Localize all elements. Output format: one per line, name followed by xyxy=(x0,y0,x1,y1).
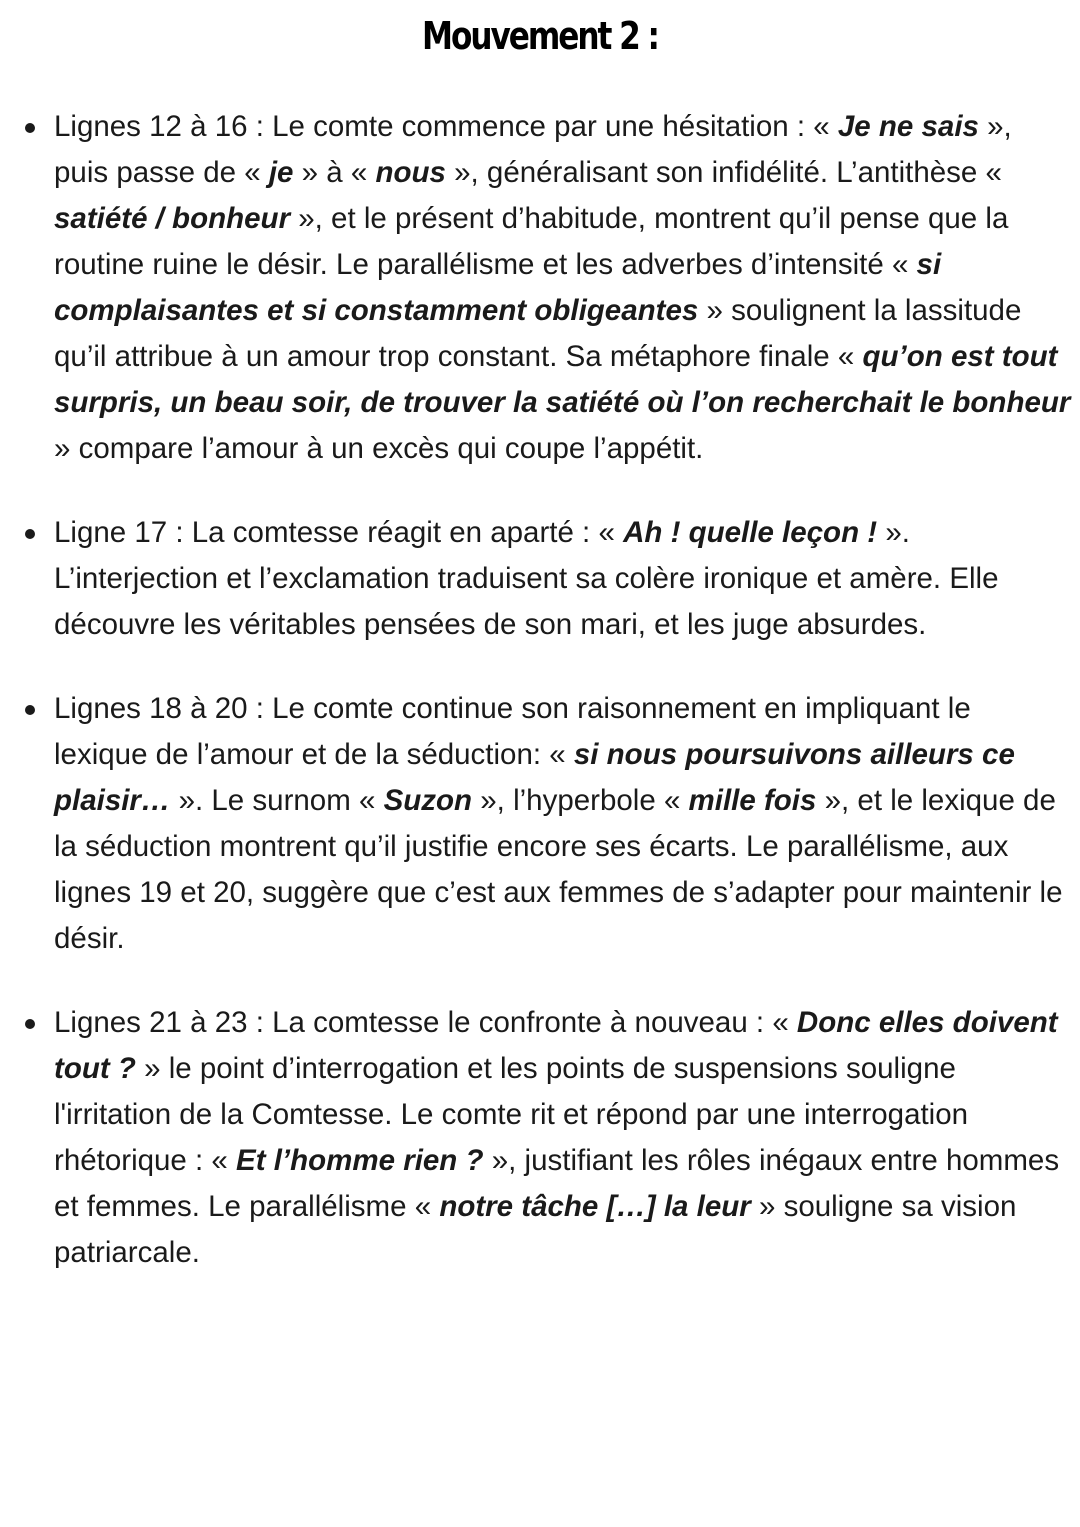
list-item-text xyxy=(54,110,1070,465)
body-text: », justifiant les rôles inégaux entre hommes et femmes. Le parallélisme « xyxy=(54,1144,1060,1223)
bullet-icon xyxy=(25,529,35,539)
analysis-list xyxy=(0,104,1080,1276)
list-item-text xyxy=(54,692,1063,955)
body-text: » soulignent la lassitude qu’il attribue à un amour trop constant. Sa métaphore finale « xyxy=(54,294,1022,373)
quote-text: si complaisantes et si constamment obligeantes xyxy=(54,248,942,327)
body-text: », et le présent d’habitude, montrent qu’il pense que la routine ruine le désir. Le parallélisme et les adverbes d’intensité « xyxy=(54,202,1009,281)
body-text: Lignes 21 à 23 : La comtesse le confronte à nouveau : « xyxy=(54,1006,797,1039)
quote-text: nous xyxy=(375,156,446,189)
body-text: » souligne sa vision patriarcale. xyxy=(54,1190,1017,1269)
page-title: Mouvement 2 : xyxy=(422,14,658,58)
quote-text: si nous poursuivons ailleurs ce plaisir… xyxy=(54,738,1015,817)
list-item-text xyxy=(54,516,999,641)
quote-text: satiété / bonheur xyxy=(54,202,291,235)
body-text: », et le lexique de la séduction montrent qu’il justifie encore ses écarts. Le parallélisme, aux lignes 19 et 20, suggère que c’est aux femmes de s’adapter pour maintenir le désir. xyxy=(54,784,1063,955)
body-text: ». L’interjection et l’exclamation traduisent sa colère ironique et amère. Elle découvre les véritables pensées de son mari, et les juge absurdes. xyxy=(54,516,999,641)
list-item xyxy=(0,104,1080,472)
body-text: » le point d’interrogation et les points de suspensions souligne l'irritation de la Comtesse. Le comte rit et répond par une interrogation rhétorique : « xyxy=(54,1052,969,1177)
list-item-text xyxy=(54,1006,1059,1269)
body-text: Ligne 17 : La comtesse réagit en aparté : « xyxy=(54,516,624,549)
quote-text: Ah ! quelle leçon ! xyxy=(623,516,878,549)
list-item xyxy=(0,510,1080,648)
quote-text: qu’on est tout surpris, un beau soir, de trouver la satiété où l’on recherchait le bonheur xyxy=(54,340,1071,419)
quote-text: notre tâche […] la leur xyxy=(439,1190,751,1223)
body-text: » compare l’amour à un excès qui coupe l’appétit. xyxy=(54,432,704,465)
body-text: Lignes 18 à 20 : Le comte continue son raisonnement en impliquant le lexique de l’amour et de la séduction: « xyxy=(54,692,971,771)
list-item xyxy=(0,686,1080,962)
quote-text: Et l’homme rien ? xyxy=(236,1144,484,1177)
list-item xyxy=(0,1000,1080,1276)
quote-text: Je ne sais xyxy=(837,110,979,143)
bullet-icon xyxy=(25,705,35,715)
quote-text: Suzon xyxy=(383,784,473,817)
quote-text: mille fois xyxy=(688,784,817,817)
bullet-icon xyxy=(25,123,35,133)
bullet-icon xyxy=(25,1019,35,1029)
body-text: ». Le surnom « xyxy=(170,784,384,817)
body-text: », puis passe de « xyxy=(54,110,1012,189)
quote-text: Donc elles doivent tout ? xyxy=(54,1006,1058,1085)
body-text: » à « xyxy=(293,156,376,189)
body-text: », généralisant son infidélité. L’antithèse « xyxy=(445,156,1002,189)
body-text: », l’hyperbole « xyxy=(472,784,689,817)
body-text: Lignes 12 à 16 : Le comte commence par une hésitation : « xyxy=(54,110,838,143)
quote-text: je xyxy=(268,156,294,189)
